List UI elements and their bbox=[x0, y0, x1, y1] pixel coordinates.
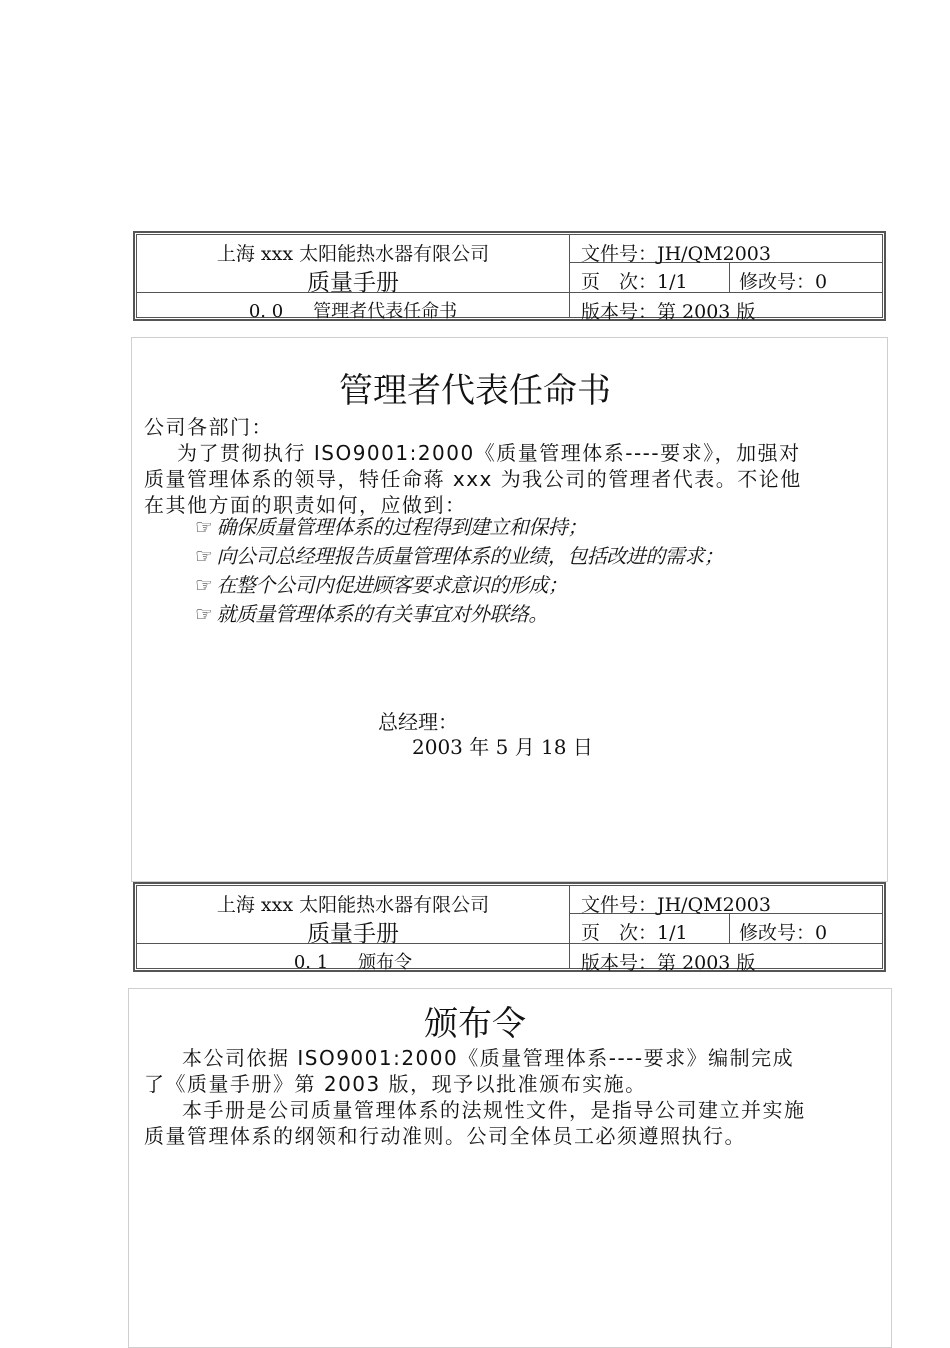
promulgation-title: 颁布令 bbox=[424, 1004, 526, 1044]
section-number: 0. 1 bbox=[293, 952, 329, 973]
signer-label: 总经理： bbox=[378, 710, 458, 734]
version-number: 版本号：第 2003 版 bbox=[581, 301, 756, 323]
company-name: 上海 xxx 太阳能热水器有限公司 bbox=[216, 894, 490, 916]
list-item-text: 在整个公司内促进顾客要求意识的形成； bbox=[216, 573, 568, 597]
list-item bbox=[195, 513, 845, 542]
header-inner-border bbox=[136, 885, 883, 974]
promulgation-paragraph: 本手册是公司质量管理体系的法规性文件，是指导公司建立并实施质量管理体系的纲领和行动准则。公司全体员工必须遵照执行。 bbox=[144, 1098, 806, 1148]
salutation: 公司各部门： bbox=[144, 415, 273, 439]
header-inner-border bbox=[136, 234, 883, 323]
appointment-title: 管理者代表任命书 bbox=[339, 371, 611, 411]
signature-date: 2003 年 5 月 18 日 bbox=[412, 735, 593, 759]
document-header-table bbox=[133, 882, 886, 972]
document-number: 文件号：JH/QM2003 bbox=[581, 243, 771, 265]
list-item-text: 就质量管理体系的有关事宜对外联络。 bbox=[216, 602, 548, 626]
list-item bbox=[195, 600, 845, 629]
document-number: 文件号：JH/QM2003 bbox=[581, 894, 771, 916]
section-label: 颁布令 bbox=[358, 952, 413, 973]
header-divider bbox=[569, 886, 570, 968]
list-item bbox=[195, 571, 845, 600]
header-divider bbox=[729, 913, 730, 943]
company-name: 上海 xxx 太阳能热水器有限公司 bbox=[216, 243, 490, 265]
revision-number: 修改号：0 bbox=[739, 922, 828, 944]
section-label: 管理者代表任命书 bbox=[313, 301, 458, 322]
version-number: 版本号：第 2003 版 bbox=[581, 952, 756, 974]
pointing-hand-icon: ☞ bbox=[195, 573, 213, 597]
list-item-text: 确保质量管理体系的过程得到建立和保持； bbox=[216, 515, 587, 539]
promulgation-body bbox=[144, 1045, 808, 1149]
appointment-paragraph: 为了贯彻执行 ISO9001:2000《质量管理体系----要求》，加强对质量管理体系的领导，特任命蒋 xxx 为我公司的管理者代表。不论他在其他方面的职责如何，应做到： bbox=[144, 441, 802, 517]
pointing-hand-icon: ☞ bbox=[195, 515, 213, 539]
pointing-hand-icon: ☞ bbox=[195, 602, 213, 626]
section-heading bbox=[137, 948, 569, 974]
promulgation-paragraph: 本公司依据 ISO9001:2000《质量管理体系----要求》编制完成了《质量手册》第 2003 版，现予以批准颁布实施。 bbox=[144, 1046, 795, 1096]
manual-title: 质量手册 bbox=[307, 921, 399, 947]
list-item-text: 向公司总经理报告质量管理体系的业绩，包括改进的需求； bbox=[216, 544, 724, 568]
revision-number: 修改号：0 bbox=[739, 271, 828, 293]
manual-title: 质量手册 bbox=[307, 270, 399, 296]
section-heading bbox=[137, 297, 569, 323]
appointment-body bbox=[144, 414, 808, 518]
pointing-hand-icon: ☞ bbox=[195, 544, 213, 568]
duty-list bbox=[195, 513, 845, 629]
section-number: 0. 0 bbox=[248, 301, 284, 322]
header-divider bbox=[729, 262, 730, 292]
page-count: 页 次：1/1 bbox=[581, 922, 688, 944]
document-header-table bbox=[133, 231, 886, 321]
page-count: 页 次：1/1 bbox=[581, 271, 688, 293]
header-divider bbox=[569, 235, 570, 317]
list-item bbox=[195, 542, 845, 571]
